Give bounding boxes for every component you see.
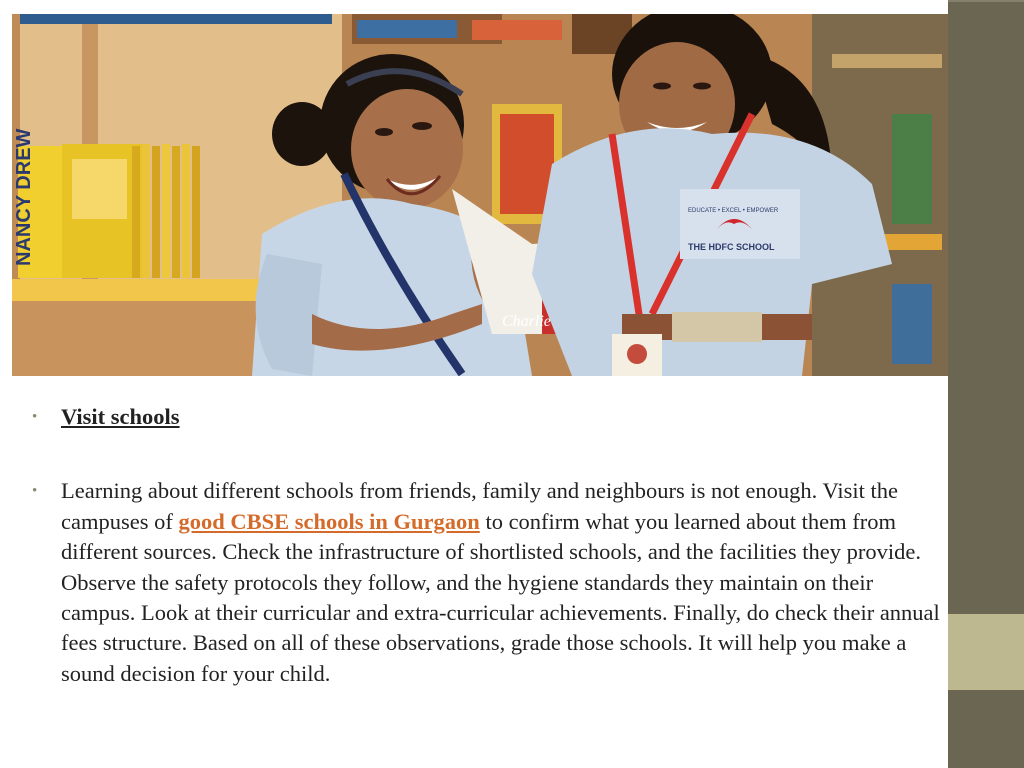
paragraph-start: Learning about different schools from friends, family and neighbours is not enough. Visit the campuses of — [61, 478, 899, 534]
sidebar-top-line — [948, 0, 1024, 2]
slide-body — [32, 402, 942, 689]
bullet-item-heading — [32, 402, 942, 432]
body-paragraph — [61, 476, 942, 689]
school-library-photo — [12, 14, 948, 376]
paragraph-end: to confirm what you learned about them from different sources. Check the infrastructure of shortlisted schools, and the facilities they provide. Observe the safety protocols they follow, and the hygiene standards they maintain on their campus. Look at their curricular and extra-curricular achievements. Finally, do check their annual fees structure. Based on all of these observations, grade those schools. It will help you make a sound decision for your child. — [61, 508, 940, 686]
section-heading: Visit schools — [61, 404, 180, 429]
spacer — [32, 432, 942, 476]
sidebar-accent-block — [948, 614, 1024, 690]
cbse-schools-link[interactable]: good CBSE schools in Gurgaon — [178, 508, 480, 534]
bullet-icon: • — [32, 409, 38, 425]
book-spine-text: NANCY DREW — [13, 128, 35, 266]
decorative-sidebar — [948, 0, 1024, 768]
bullet-icon: • — [32, 483, 38, 500]
photo-illustration — [12, 14, 948, 376]
badge-text: THE HDFC SCHOOL — [688, 242, 775, 252]
badge-tagline: EDUCATE • EXCEL • EMPOWER — [688, 208, 779, 214]
bullet-item-paragraph — [32, 476, 942, 689]
book-title-text: Charlie — [502, 313, 551, 330]
